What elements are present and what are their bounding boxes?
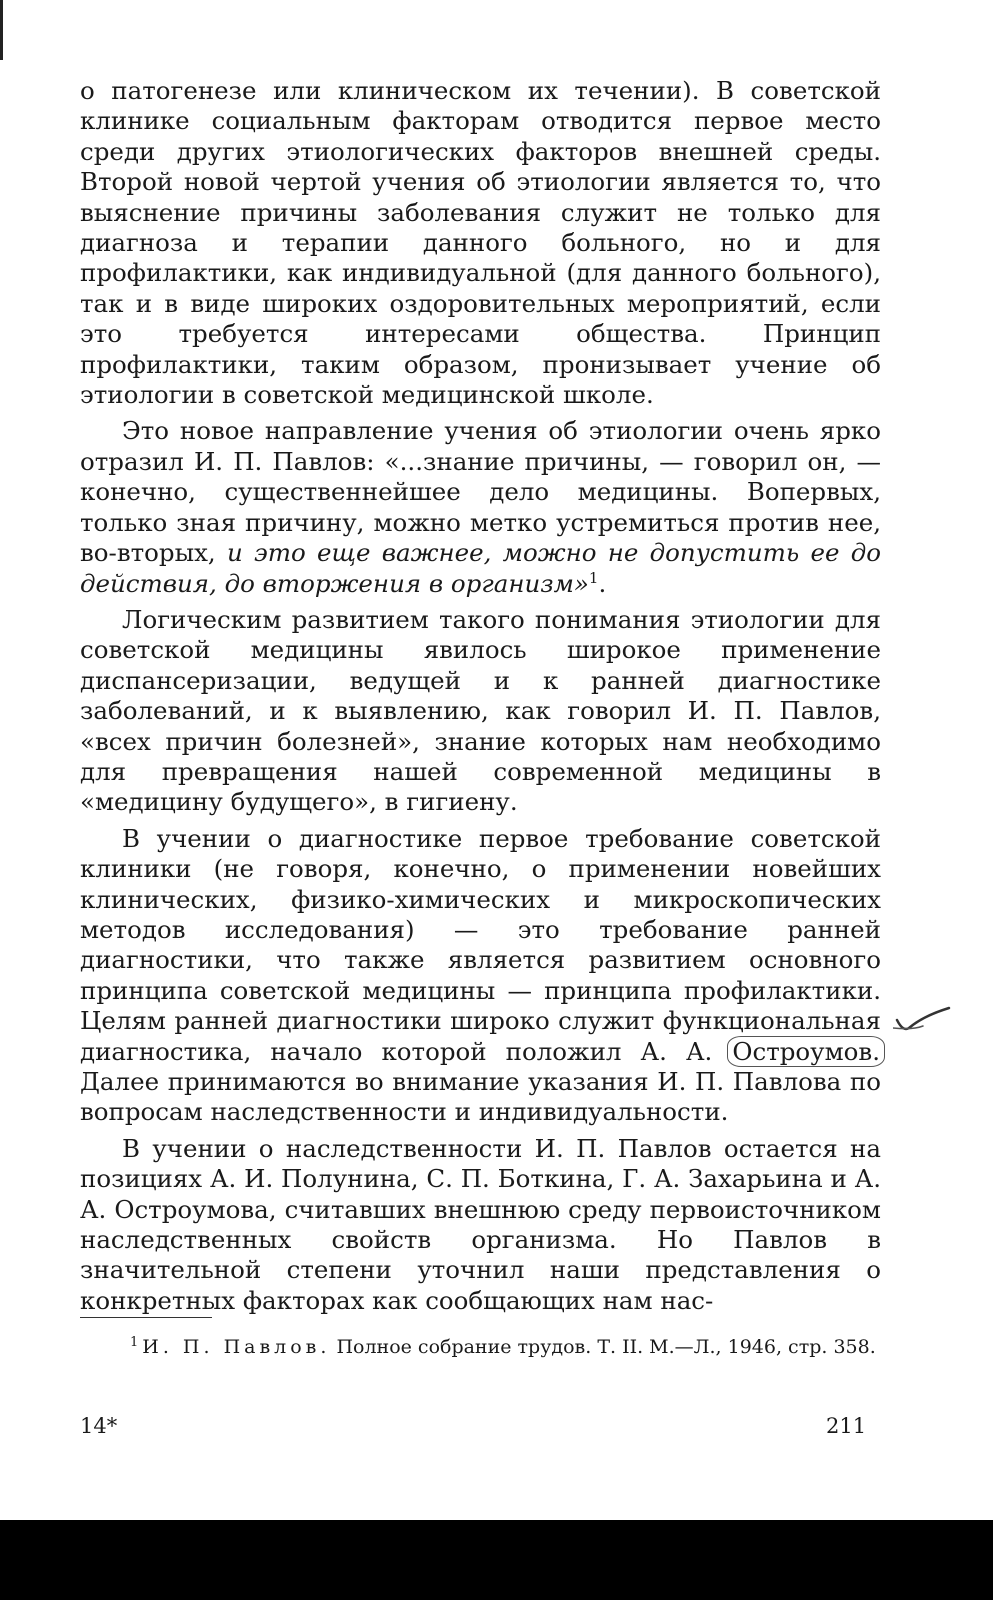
pen-circled-word: Остроумов. [727,1036,885,1067]
footnote-reference[interactable]: 1 [588,568,599,587]
scan-edge-artifact [0,0,3,60]
footnote-divider [80,1317,212,1318]
footnote-text: Полное собрание трудов. Т. II. М.—Л., 1946, стр. 358. [330,1336,876,1358]
main-text [80,76,881,1322]
footnote [80,1335,881,1359]
footnote-mark: 1 [130,1334,139,1350]
page-number: 211 [826,1414,867,1438]
paragraph-3: Логическим развитием такого понимания этиологии для советской медицины явилось широкое применение диспансеризации, ведущей и к ранней диагностике заболеваний, и к выявлению, как говорил И. П. Павлов, «всех причин болезней», знание которых нам необходимо для превращения нашей современной медицины в «медицину будущего», в гигиену. [80,604,881,817]
paragraph-2-text-b: . [598,568,607,598]
paragraph-5: В учении о наследственности И. П. Павлов остается на позициях А. И. Полунина, С. П. Боткина, Г. А. Захарьина и А. А. Остроумова, считавших внешнюю среду первоисточником наследственных свойств организма. Но Павлов в значительной степени уточнил наши представления о конкретных факторах как сообщающих нам нас- [80,1133,881,1315]
paragraph-4-text-a: В учении о диагностике первое требование советской клиники (не говоря, конечно, о применении новейших клинических, физико-химических и микроскопических методов исследования) — это требование ранней диагностики, что также является развитием основного принципа советской медицины — принципа профилактики. Целям ранней диагностики широко служит функциональная диагностика, начало которой положил А. А. [80,823,881,1066]
footnote-author: И. П. Павлов. [142,1336,331,1358]
paragraph-1: о патогенезе или клиническом их течении). В советской клинике социальным факторам отводится первое место среди других этиологических факторов внешней среды. Второй новой чертой учения об этиологии является то, что выяснение причины заболевания служит не только для диагноза и терапии данного больного, но и для профилактики, как индивидуальной (для данного больного), так и в виде широких оздоровительных мероприятий, если это требуется интересами общества. Принцип профилактики, таким образом, пронизывает учение об этиологии в советской медицинской школе. [80,76,881,410]
paragraph-2 [80,416,881,598]
paragraph-2-quote-italic: и это еще важнее, можно не допустить ее до действия, до вторжения в организм» [80,538,882,598]
paragraph-4-text-b: Далее принимаются во внимание указания И. П. Павлова по вопросам наследственности и индивидуальности. [80,1067,881,1127]
paragraph-4 [80,824,881,1128]
printer-signature: 14* [80,1414,118,1438]
pen-check-mark-icon [893,1006,953,1036]
scan-bottom-bar [0,1520,993,1600]
paragraph-2-text-a: Это новое направление учения об этиологии очень ярко отразил И. П. Павлов: «...знание причины, — говорил он, — конечно, существеннейшее дело медицины. Вопервых, только зная причину, можно метко устремиться против нее, во-вторых, [80,416,881,568]
